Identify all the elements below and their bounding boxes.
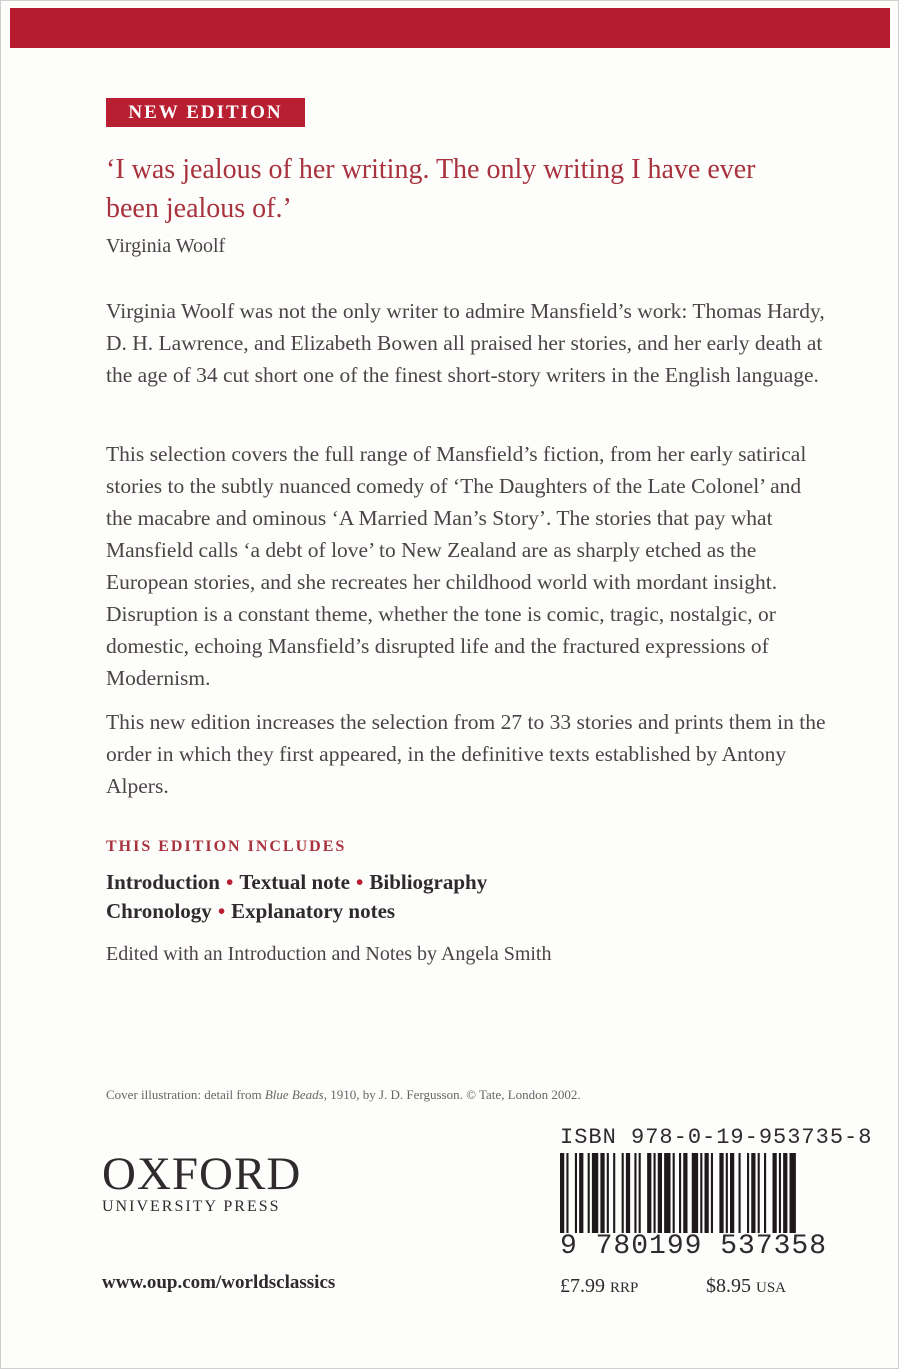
barcode-bar	[600, 1153, 604, 1233]
barcode-bar	[711, 1153, 713, 1233]
barcode-bar	[773, 1153, 777, 1233]
quote-attribution: Virginia Woolf	[106, 235, 226, 257]
barcode-bar	[575, 1153, 577, 1233]
barcode-bar	[588, 1153, 590, 1233]
barcode-bar	[739, 1153, 741, 1233]
barcode-bar	[751, 1153, 755, 1233]
barcode-bar	[783, 1153, 787, 1233]
barcode-bar	[758, 1153, 760, 1233]
barcode-bar	[647, 1153, 651, 1233]
barcode-bar	[658, 1153, 662, 1233]
barcode-bar	[664, 1153, 670, 1233]
barcode-bar	[673, 1153, 675, 1233]
barcode-bar	[607, 1153, 609, 1233]
price-us: $8.95 USA	[706, 1275, 787, 1297]
barcode-bar	[705, 1153, 709, 1233]
barcode-bar	[566, 1153, 568, 1233]
includes-heading: THIS EDITION INCLUDES	[106, 838, 347, 855]
includes-list-row-2	[106, 899, 395, 924]
price-uk: £7.99 RRP	[560, 1275, 639, 1297]
include-item: Introduction	[106, 870, 220, 894]
barcode-bar	[613, 1153, 615, 1233]
oxford-logo: OXFORD	[102, 1148, 302, 1200]
bullet-separator: •	[217, 899, 226, 923]
include-item: Explanatory notes	[231, 899, 396, 923]
barcode-bar	[692, 1153, 698, 1233]
barcode-bar	[626, 1153, 630, 1233]
barcode-bar	[579, 1153, 583, 1233]
barcode-bar	[719, 1153, 723, 1233]
university-press-label: UNIVERSITY PRESS	[102, 1198, 281, 1215]
cover-illustration-credit: Cover illustration: detail from Blue Beads, 1910, by J. D. Fergusson. © Tate, London 2002.	[106, 1087, 581, 1102]
blurb-paragraph-1: Virginia Woolf was not the only writer to admire Mansfield’s work: Thomas Hardy, D. H. Lawrence, and Elizabeth Bowen all praised her stories, and her early death at the age of 34 cut short one of the finest short-story writers in the English language.	[106, 299, 825, 387]
barcode-bar	[679, 1153, 681, 1233]
includes-list-row-1	[106, 870, 487, 895]
barcode-bar	[634, 1153, 636, 1233]
barcode-digits: 9 780199 537358	[560, 1231, 828, 1262]
artwork-title: Blue Beads	[264, 1087, 324, 1102]
editor-note: Edited with an Introduction and Notes by Angela Smith	[106, 943, 552, 965]
barcode-bar	[790, 1153, 796, 1233]
barcode-bar	[764, 1153, 766, 1233]
barcode-bar	[726, 1153, 728, 1233]
barcode-bar	[654, 1153, 656, 1233]
barcode-bar	[639, 1153, 641, 1233]
barcode-bar	[560, 1153, 564, 1233]
blurb-paragraph-3: This new edition increases the selection from 27 to 33 stories and prints them in the order in which they first appeared, in the definitive texts established by Antony Alpers.	[106, 710, 826, 798]
isbn-label: ISBN 978-0-19-953735-8	[560, 1125, 873, 1150]
top-red-band	[10, 8, 890, 48]
website-url[interactable]: www.oup.com/worldsclassics	[102, 1272, 336, 1293]
new-edition-badge: NEW EDITION	[106, 98, 305, 127]
barcode-bar	[700, 1153, 702, 1233]
barcode-bar	[730, 1153, 734, 1233]
include-item: Chronology	[106, 899, 212, 923]
pull-quote: ‘I was jealous of her writing. The only writing I have ever been jealous of.’	[106, 154, 756, 224]
barcode-bar	[683, 1153, 687, 1233]
barcode	[560, 1153, 798, 1233]
bullet-separator: •	[356, 870, 364, 894]
barcode-bar	[622, 1153, 624, 1233]
barcode-bar	[747, 1153, 749, 1233]
barcode-bar	[779, 1153, 781, 1233]
blurb-paragraph-2: This selection covers the full range of Mansfield’s fiction, from her early satirical stories to the subtly nuanced comedy of ‘The Daughters of the Late Colonel’ and the macabre and ominous ‘A Married Man’s Story’. The stories that pay what Mansfield calls ‘a debt of love’ to New Zealand are as sharply etched as the European stories, and she recreates her childhood world with mordant insight. Disruption is a constant theme, whether the tone is comic, tragic, nostalgic, or domestic, echoing Mansfield’s disrupted life and the fractured expressions of Modernism.	[106, 442, 807, 690]
barcode-bar	[592, 1153, 598, 1233]
bullet-separator: •	[225, 870, 234, 894]
include-item: Textual note	[239, 870, 350, 894]
include-item: Bibliography	[369, 870, 488, 894]
